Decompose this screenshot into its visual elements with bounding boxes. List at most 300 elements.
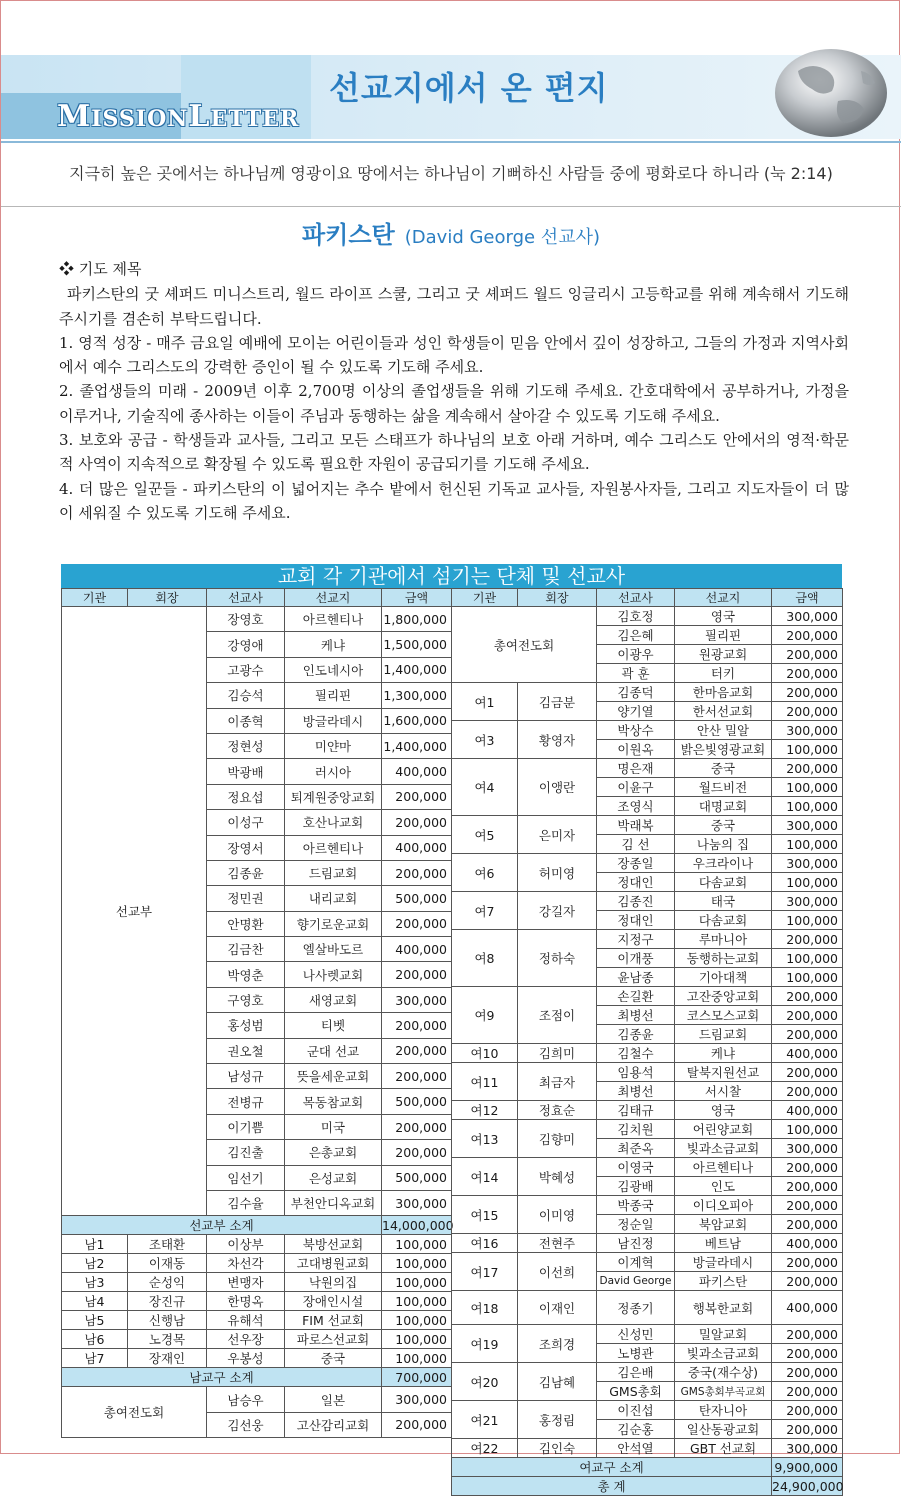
right-support-table bbox=[451, 588, 843, 1496]
table-row bbox=[452, 1196, 843, 1215]
column-header: 선교사 bbox=[207, 589, 285, 607]
column-header: 기관 bbox=[62, 589, 128, 607]
org-cell: 남1 bbox=[62, 1235, 128, 1254]
missionary-cell: 고광수 bbox=[207, 657, 285, 682]
amount-cell: 200,000 bbox=[772, 1158, 843, 1177]
missionary-heading bbox=[1, 215, 901, 250]
missionary-cell: 정종기 bbox=[597, 1291, 675, 1325]
missionary-cell: 차선각 bbox=[207, 1254, 285, 1273]
amount-cell: 100,000 bbox=[382, 1311, 452, 1330]
missionary-cell: 안명환 bbox=[207, 911, 285, 936]
missionary-name: (David George 선교사) bbox=[404, 227, 600, 248]
head-cell: 노경목 bbox=[128, 1330, 207, 1349]
amount-cell: 200,000 bbox=[772, 1006, 843, 1025]
missionary-cell: 김순홍 bbox=[597, 1420, 675, 1439]
field-cell: 서시찰 bbox=[675, 1082, 772, 1101]
table-row bbox=[452, 1253, 843, 1272]
org-cell: 남7 bbox=[62, 1349, 128, 1368]
head-cell: 은미자 bbox=[518, 816, 597, 854]
missionary-cell: 유해석 bbox=[207, 1311, 285, 1330]
missionary-cell: 명은재 bbox=[597, 759, 675, 778]
table-row bbox=[452, 1439, 843, 1458]
amount-cell: 200,000 bbox=[382, 1064, 452, 1089]
missionary-cell: 박래복 bbox=[597, 816, 675, 835]
field-cell: 기아대책 bbox=[675, 968, 772, 987]
field-cell: 코스모스교회 bbox=[675, 1006, 772, 1025]
amount-cell: 100,000 bbox=[382, 1273, 452, 1292]
subtotal-row bbox=[62, 1368, 452, 1387]
amount-cell: 1,300,000 bbox=[382, 683, 452, 708]
table-row bbox=[452, 1363, 843, 1382]
missionary-cell: 선우장 bbox=[207, 1330, 285, 1349]
missionary-cell: 김 선 bbox=[597, 835, 675, 854]
column-header: 기관 bbox=[452, 589, 518, 607]
org-cell: 여5 bbox=[452, 816, 518, 854]
field-cell: 다솜교회 bbox=[675, 873, 772, 892]
field-cell: 나사렛교회 bbox=[285, 962, 382, 987]
table-row bbox=[452, 1044, 843, 1063]
missionary-cell: 양기열 bbox=[597, 702, 675, 721]
missionary-cell: 김진출 bbox=[207, 1140, 285, 1165]
subtotal-label: 여교구 소계 bbox=[452, 1458, 772, 1477]
amount-cell: 100,000 bbox=[772, 873, 843, 892]
table-row bbox=[62, 1235, 452, 1254]
missionary-cell: 안석열 bbox=[597, 1439, 675, 1458]
field-cell: 케냐 bbox=[675, 1044, 772, 1063]
org-cell: 여12 bbox=[452, 1101, 518, 1120]
prayer-requests bbox=[59, 257, 849, 525]
table-row bbox=[62, 1292, 452, 1311]
head-cell: 이재인 bbox=[518, 1291, 597, 1325]
head-cell: 정효순 bbox=[518, 1101, 597, 1120]
field-cell: 한마음교회 bbox=[675, 683, 772, 702]
amount-cell: 200,000 bbox=[772, 1363, 843, 1382]
amount-cell: 200,000 bbox=[772, 1177, 843, 1196]
field-cell: 중국 bbox=[675, 759, 772, 778]
amount-cell: 200,000 bbox=[772, 1082, 843, 1101]
missionary-cell: GMS총회 bbox=[597, 1382, 675, 1401]
field-cell: 다솜교회 bbox=[675, 911, 772, 930]
missionary-cell: 최준옥 bbox=[597, 1139, 675, 1158]
missionary-cell: 윤남종 bbox=[597, 968, 675, 987]
missionary-cell: David George bbox=[597, 1272, 675, 1291]
field-cell: 중국 bbox=[675, 816, 772, 835]
amount-cell: 200,000 bbox=[772, 702, 843, 721]
header-divider bbox=[1, 141, 901, 143]
table-row bbox=[452, 1158, 843, 1177]
head-cell: 이재동 bbox=[128, 1254, 207, 1273]
bible-verse: 지극히 높은 곳에서는 하나님께 영광이요 땅에서는 하나님이 기뻐하신 사람들 중에 평화로다 하니라 (눅 2:14) bbox=[69, 164, 833, 183]
field-cell: 드림교회 bbox=[285, 860, 382, 885]
missionary-cell: 정요섭 bbox=[207, 784, 285, 809]
missionary-cell: 정순일 bbox=[597, 1215, 675, 1234]
amount-cell: 200,000 bbox=[772, 1215, 843, 1234]
amount-cell: 100,000 bbox=[772, 778, 843, 797]
head-cell: 김인숙 bbox=[518, 1439, 597, 1458]
head-cell: 조점이 bbox=[518, 987, 597, 1044]
table-header-row bbox=[62, 589, 452, 607]
amount-cell: 100,000 bbox=[382, 1349, 452, 1368]
missionary-cell: 최병선 bbox=[597, 1082, 675, 1101]
missionary-cell: 한명옥 bbox=[207, 1292, 285, 1311]
amount-cell: 300,000 bbox=[772, 816, 843, 835]
org-cell: 여13 bbox=[452, 1120, 518, 1158]
field-cell: 엘살바도르 bbox=[285, 937, 382, 962]
table-row bbox=[452, 1401, 843, 1420]
field-cell: 고산감리교회 bbox=[285, 1412, 382, 1437]
org-cell: 남4 bbox=[62, 1292, 128, 1311]
table-row bbox=[452, 1291, 843, 1325]
amount-cell: 300,000 bbox=[772, 607, 843, 626]
amount-cell: 200,000 bbox=[772, 1272, 843, 1291]
missionary-cell: 권오철 bbox=[207, 1038, 285, 1063]
amount-cell: 300,000 bbox=[382, 1190, 452, 1215]
amount-cell: 200,000 bbox=[772, 1401, 843, 1420]
prayer-item: 1. 영적 성장 - 매주 금요일 예배에 모이는 어린이들과 성인 학생들이 믿음 안에서 깊이 성장하고, 그들의 가정과 지역사회에서 예수 그리스도의 강력한 증인이 될 수 있도록 기도해 주세요. bbox=[59, 333, 849, 377]
missionary-cell: 김금찬 bbox=[207, 937, 285, 962]
amount-cell: 200,000 bbox=[382, 1013, 452, 1038]
table-row bbox=[452, 1120, 843, 1139]
amount-cell: 200,000 bbox=[382, 962, 452, 987]
missionary-cell: 김종윤 bbox=[207, 860, 285, 885]
column-header: 회장 bbox=[518, 589, 597, 607]
amount-cell: 500,000 bbox=[382, 886, 452, 911]
missionary-cell: 김치원 bbox=[597, 1120, 675, 1139]
field-cell: 월드비전 bbox=[675, 778, 772, 797]
amount-cell: 400,000 bbox=[382, 835, 452, 860]
amount-cell: 200,000 bbox=[772, 683, 843, 702]
missionary-cell: 박영춘 bbox=[207, 962, 285, 987]
missionary-cell: 박종국 bbox=[597, 1196, 675, 1215]
missionary-cell: 김은배 bbox=[597, 1363, 675, 1382]
field-cell: 향기로운교회 bbox=[285, 911, 382, 936]
amount-cell: 500,000 bbox=[382, 1165, 452, 1190]
field-cell: 인도네시아 bbox=[285, 657, 382, 682]
amount-cell: 200,000 bbox=[772, 1196, 843, 1215]
field-cell: 미국 bbox=[285, 1114, 382, 1139]
globe-icon bbox=[743, 41, 893, 141]
amount-cell: 300,000 bbox=[772, 892, 843, 911]
amount-cell: 100,000 bbox=[382, 1254, 452, 1273]
head-cell: 이앵란 bbox=[518, 759, 597, 816]
missionary-cell: 박상수 bbox=[597, 721, 675, 740]
table-title: 교회 각 기관에서 섬기는 단체 및 선교사 bbox=[61, 564, 842, 588]
column-header: 회장 bbox=[128, 589, 207, 607]
missionary-cell: 이종혁 bbox=[207, 708, 285, 733]
field-cell: 터키 bbox=[675, 664, 772, 683]
amount-cell: 100,000 bbox=[772, 911, 843, 930]
amount-cell: 200,000 bbox=[772, 930, 843, 949]
subtotal-amount: 700,000 bbox=[382, 1368, 452, 1387]
country-name: 파키스탄 bbox=[302, 221, 395, 249]
field-cell: 파로스선교회 bbox=[285, 1330, 382, 1349]
head-cell: 김향미 bbox=[518, 1120, 597, 1158]
org-cell: 여10 bbox=[452, 1044, 518, 1063]
amount-cell: 100,000 bbox=[772, 949, 843, 968]
table-row bbox=[452, 987, 843, 1006]
amount-cell: 300,000 bbox=[772, 1439, 843, 1458]
column-header: 선교사 bbox=[597, 589, 675, 607]
total-row bbox=[452, 1477, 843, 1496]
field-cell: 일산동광교회 bbox=[675, 1420, 772, 1439]
amount-cell: 200,000 bbox=[772, 1344, 843, 1363]
head-cell: 강길자 bbox=[518, 892, 597, 930]
missionary-cell: 임용석 bbox=[597, 1063, 675, 1082]
head-cell: 최금자 bbox=[518, 1063, 597, 1101]
field-cell: 드림교회 bbox=[675, 1025, 772, 1044]
field-cell: GMS총회부곡교회 bbox=[675, 1382, 772, 1401]
field-cell: 인도 bbox=[675, 1177, 772, 1196]
missionary-cell: 홍성범 bbox=[207, 1013, 285, 1038]
amount-cell: 200,000 bbox=[772, 626, 843, 645]
missionary-cell: 김승석 bbox=[207, 683, 285, 708]
table-row bbox=[452, 1234, 843, 1253]
field-cell: 밀알교회 bbox=[675, 1325, 772, 1344]
missionary-cell: 구영호 bbox=[207, 987, 285, 1012]
field-cell: 태국 bbox=[675, 892, 772, 911]
field-cell: 러시아 bbox=[285, 759, 382, 784]
amount-cell: 200,000 bbox=[382, 1114, 452, 1139]
column-header: 선교지 bbox=[285, 589, 382, 607]
org-cell: 여15 bbox=[452, 1196, 518, 1234]
field-cell: GBT 선교회 bbox=[675, 1439, 772, 1458]
missionary-cell: 최병선 bbox=[597, 1006, 675, 1025]
missionary-cell: 김철수 bbox=[597, 1044, 675, 1063]
field-cell: 우크라이나 bbox=[675, 854, 772, 873]
prayer-item: 2. 졸업생들의 미래 - 2009년 이후 2,700명 이상의 졸업생들을 위해 기도해 주세요. 간호대학에서 공부하거나, 가정을 이루거나, 기술직에 종사하는 이들이 주님과 동행하는 삶을 계속해서 살아갈 수 있도록 기도해 주세요. bbox=[59, 382, 849, 425]
missionary-cell: 장종일 bbox=[597, 854, 675, 873]
head-cell: 정하숙 bbox=[518, 930, 597, 987]
amount-cell: 300,000 bbox=[772, 1139, 843, 1158]
table-row bbox=[452, 607, 843, 626]
missionary-cell: 박광배 bbox=[207, 759, 285, 784]
missionary-cell: 이계혁 bbox=[597, 1253, 675, 1272]
field-cell: 한서선교회 bbox=[675, 702, 772, 721]
amount-cell: 200,000 bbox=[772, 1025, 843, 1044]
missionary-cell: 손길환 bbox=[597, 987, 675, 1006]
missionary-cell: 신성민 bbox=[597, 1325, 675, 1344]
amount-cell: 1,500,000 bbox=[382, 632, 452, 657]
field-cell: 필리핀 bbox=[675, 626, 772, 645]
amount-cell: 100,000 bbox=[772, 968, 843, 987]
field-cell: 영국 bbox=[675, 1101, 772, 1120]
amount-cell: 200,000 bbox=[772, 1420, 843, 1439]
subtotal-label: 선교부 소계 bbox=[62, 1216, 382, 1235]
field-cell: 원광교회 bbox=[675, 645, 772, 664]
missionary-cell: 김종진 bbox=[597, 892, 675, 911]
org-cell: 여21 bbox=[452, 1401, 518, 1439]
missionary-cell: 곽 훈 bbox=[597, 664, 675, 683]
org-cell: 여18 bbox=[452, 1291, 518, 1325]
amount-cell: 200,000 bbox=[772, 1325, 843, 1344]
missionary-cell: 정현성 bbox=[207, 733, 285, 758]
table-row bbox=[452, 1325, 843, 1344]
head-cell: 김남혜 bbox=[518, 1363, 597, 1401]
missionary-cell: 김선웅 bbox=[207, 1412, 285, 1437]
field-cell: 나눔의 집 bbox=[675, 835, 772, 854]
field-cell: 빛과소금교회 bbox=[675, 1344, 772, 1363]
amount-cell: 200,000 bbox=[382, 911, 452, 936]
subtotal-row bbox=[62, 1216, 452, 1235]
amount-cell: 500,000 bbox=[382, 1089, 452, 1114]
field-cell: 은성교회 bbox=[285, 1165, 382, 1190]
table-row bbox=[62, 1273, 452, 1292]
amount-cell: 400,000 bbox=[772, 1291, 843, 1325]
missionary-cell: 임선기 bbox=[207, 1165, 285, 1190]
field-cell: 티벳 bbox=[285, 1013, 382, 1038]
field-cell: 뜻을세운교회 bbox=[285, 1064, 382, 1089]
head-cell: 이선희 bbox=[518, 1253, 597, 1291]
field-cell: 장애인시설 bbox=[285, 1292, 382, 1311]
missionary-cell: 김종덕 bbox=[597, 683, 675, 702]
field-cell: 미얀마 bbox=[285, 733, 382, 758]
head-cell: 조태환 bbox=[128, 1235, 207, 1254]
field-cell: 대명교회 bbox=[675, 797, 772, 816]
amount-cell: 100,000 bbox=[772, 740, 843, 759]
column-header: 금액 bbox=[382, 589, 452, 607]
amount-cell: 200,000 bbox=[382, 1412, 452, 1437]
missionary-cell: 노병관 bbox=[597, 1344, 675, 1363]
subtotal-label: 남교구 소계 bbox=[62, 1368, 382, 1387]
missionary-cell: 지정구 bbox=[597, 930, 675, 949]
field-cell: 방글라데시 bbox=[675, 1253, 772, 1272]
field-cell: 루마니아 bbox=[675, 930, 772, 949]
table-row bbox=[452, 1101, 843, 1120]
amount-cell: 200,000 bbox=[382, 1038, 452, 1063]
table-row bbox=[452, 683, 843, 702]
missionary-cell: 김은혜 bbox=[597, 626, 675, 645]
field-cell: 영국 bbox=[675, 607, 772, 626]
org-cell: 남6 bbox=[62, 1330, 128, 1349]
page-title: 선교지에서 온 편지 bbox=[329, 69, 609, 107]
column-header: 금액 bbox=[772, 589, 843, 607]
amount-cell: 400,000 bbox=[382, 937, 452, 962]
amount-cell: 1,800,000 bbox=[382, 607, 452, 632]
missionary-cell: 남성규 bbox=[207, 1064, 285, 1089]
table-row bbox=[62, 1387, 452, 1412]
missionary-cell: 조영식 bbox=[597, 797, 675, 816]
table-row bbox=[452, 816, 843, 835]
total-amount: 24,900,000 bbox=[772, 1478, 844, 1494]
table-row bbox=[62, 1330, 452, 1349]
field-cell: 파키스탄 bbox=[675, 1272, 772, 1291]
org-cell: 여8 bbox=[452, 930, 518, 987]
amount-cell: 200,000 bbox=[772, 987, 843, 1006]
missionary-cell: 김태규 bbox=[597, 1101, 675, 1120]
field-cell: 목동참교회 bbox=[285, 1089, 382, 1114]
table-row bbox=[452, 1063, 843, 1082]
amount-cell: 400,000 bbox=[382, 759, 452, 784]
prayer-item: 4. 더 많은 일꾼들 - 파키스탄의 이 넓어지는 추수 밭에서 헌신된 기독교 교사들, 자원봉사자들, 그리고 지도자들이 더 많이 세워질 수 있도록 기도해 주세요. bbox=[59, 479, 849, 522]
amount-cell: 100,000 bbox=[382, 1330, 452, 1349]
org-cell: 여7 bbox=[452, 892, 518, 930]
field-cell: 케냐 bbox=[285, 632, 382, 657]
org-cell: 여9 bbox=[452, 987, 518, 1044]
left-support-table bbox=[61, 588, 452, 1438]
subtotal-row bbox=[452, 1458, 843, 1477]
field-cell: 퇴계원중앙교회 bbox=[285, 784, 382, 809]
org-cell: 총여전도회 bbox=[452, 607, 597, 683]
missionary-cell: 김종윤 bbox=[597, 1025, 675, 1044]
head-cell: 황영자 bbox=[518, 721, 597, 759]
field-cell: 밝은빛영광교회 bbox=[675, 740, 772, 759]
head-cell: 박혜성 bbox=[518, 1158, 597, 1196]
total-label: 총 계 bbox=[452, 1477, 772, 1496]
missionary-cell: 김광배 bbox=[597, 1177, 675, 1196]
missionary-cell: 이영국 bbox=[597, 1158, 675, 1177]
head-cell: 조희경 bbox=[518, 1325, 597, 1363]
amount-cell: 100,000 bbox=[382, 1235, 452, 1254]
prayer-heading: ❖ 기도 제목 bbox=[59, 260, 142, 278]
org-label: 총여전도회 bbox=[62, 1387, 207, 1438]
head-cell: 전현주 bbox=[518, 1234, 597, 1253]
column-header: 선교지 bbox=[675, 589, 772, 607]
field-cell: 북방선교회 bbox=[285, 1235, 382, 1254]
missionary-cell: 이원옥 bbox=[597, 740, 675, 759]
table-row bbox=[62, 607, 452, 632]
missionary-cell: 남승우 bbox=[207, 1387, 285, 1412]
field-cell: 방글라데시 bbox=[285, 708, 382, 733]
verse-divider bbox=[1, 206, 901, 207]
field-cell: 중국(재수상) bbox=[675, 1363, 772, 1382]
field-cell: 빛과소금교회 bbox=[675, 1139, 772, 1158]
amount-cell: 200,000 bbox=[382, 810, 452, 835]
field-cell: 북암교회 bbox=[675, 1215, 772, 1234]
table-header-row bbox=[452, 589, 843, 607]
head-cell: 김금분 bbox=[518, 683, 597, 721]
amount-cell: 200,000 bbox=[382, 860, 452, 885]
field-cell: 고잔중앙교회 bbox=[675, 987, 772, 1006]
amount-cell: 200,000 bbox=[382, 1140, 452, 1165]
field-cell: 내리교회 bbox=[285, 886, 382, 911]
table-row bbox=[452, 721, 843, 740]
table-row bbox=[62, 1311, 452, 1330]
field-cell: 어린양교회 bbox=[675, 1120, 772, 1139]
amount-cell: 200,000 bbox=[772, 664, 843, 683]
head-cell: 장재인 bbox=[128, 1349, 207, 1368]
field-cell: 행복한교회 bbox=[675, 1291, 772, 1325]
amount-cell: 400,000 bbox=[772, 1234, 843, 1253]
missionary-cell: 정민권 bbox=[207, 886, 285, 911]
amount-cell: 1,600,000 bbox=[382, 708, 452, 733]
missionary-cell: 정대인 bbox=[597, 873, 675, 892]
head-cell: 장진규 bbox=[128, 1292, 207, 1311]
field-cell: 군대 선교 bbox=[285, 1038, 382, 1063]
amount-cell: 200,000 bbox=[772, 645, 843, 664]
org-cell: 여6 bbox=[452, 854, 518, 892]
field-cell: 안산 밀알 bbox=[675, 721, 772, 740]
field-cell: 부천안디옥교회 bbox=[285, 1190, 382, 1215]
field-cell: 아르헨티나 bbox=[675, 1158, 772, 1177]
head-cell: 허미영 bbox=[518, 854, 597, 892]
missionary-cell: 변맹자 bbox=[207, 1273, 285, 1292]
field-cell: 호산나교회 bbox=[285, 810, 382, 835]
field-cell: 이디오피아 bbox=[675, 1196, 772, 1215]
missionary-cell: 강영애 bbox=[207, 632, 285, 657]
head-cell: 순성익 bbox=[128, 1273, 207, 1292]
field-cell: 탈북지원선교 bbox=[675, 1063, 772, 1082]
field-cell: 은총교회 bbox=[285, 1140, 382, 1165]
amount-cell: 100,000 bbox=[772, 797, 843, 816]
amount-cell: 100,000 bbox=[772, 835, 843, 854]
amount-cell: 200,000 bbox=[382, 784, 452, 809]
org-cell: 여1 bbox=[452, 683, 518, 721]
amount-cell: 200,000 bbox=[772, 759, 843, 778]
field-cell: FIM 선교회 bbox=[285, 1311, 382, 1330]
field-cell: 중국 bbox=[285, 1349, 382, 1368]
field-cell: 아르헨티나 bbox=[285, 835, 382, 860]
head-cell: 홍정림 bbox=[518, 1401, 597, 1439]
